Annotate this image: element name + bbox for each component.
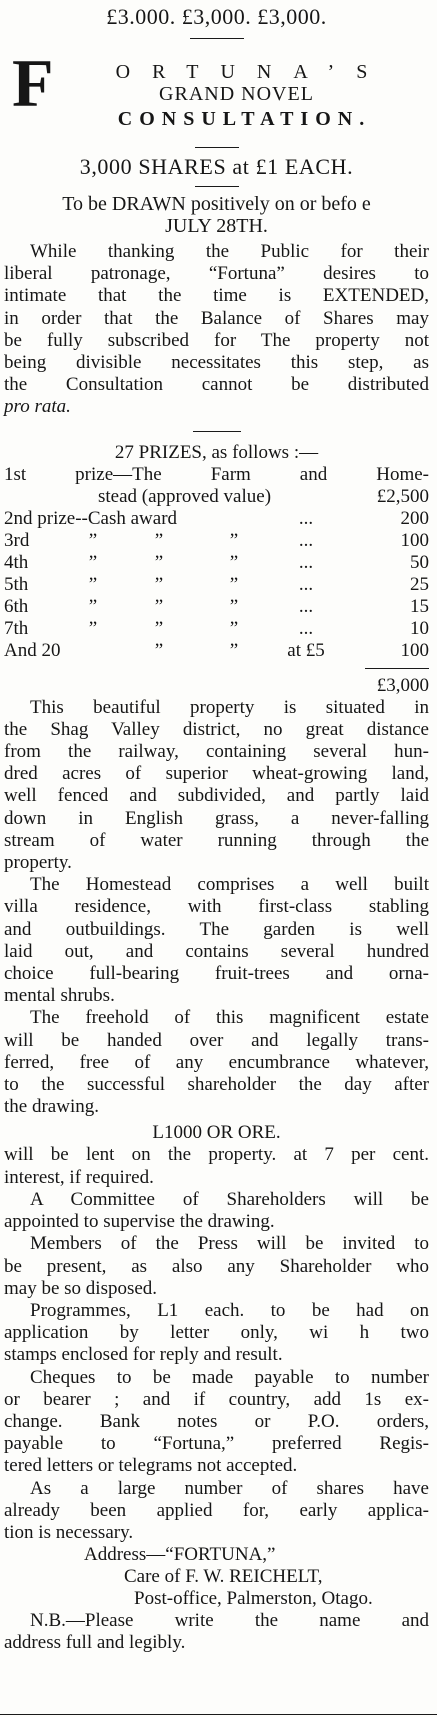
text-line: the drawing. [4,1096,99,1118]
homestead-paragraph [4,874,429,1007]
text-line: stream of water running through the [4,829,429,851]
table-row [4,574,429,596]
text-line: will be handed over and legally trans- [4,1029,429,1051]
ellipsis: ... [298,529,314,551]
text-line: As a large number of shares have [30,1477,429,1499]
prize-amount: 200 [400,507,429,529]
ditto-mark: ” [229,639,239,661]
ellipsis: ... [298,617,314,639]
prize-label: 2nd prize--Cash award [4,507,178,529]
text-line: tered letters or telegrams not accepted. [4,1455,298,1477]
table-row [4,486,429,508]
address-block [4,1544,429,1610]
press-paragraph [4,1233,429,1300]
loan-paragraph [4,1144,429,1188]
text-line: liberal patronage, “Fortuna” desires to [4,263,429,285]
loan-heading: L1000 OR ORE. [152,1122,281,1144]
text-line: intimate that the time is EXTENDED, [4,285,429,307]
large-paragraph [4,1478,429,1545]
divider [195,186,239,187]
title-fortuna: ORTUNA’S [115,61,390,83]
ditto-mark: ” [229,617,239,639]
text-line: villa residence, with first-class stabling [4,896,429,918]
total-rule [365,668,429,669]
address-line: Address—“FORTUNA,” [84,1544,276,1566]
cheques-paragraph [4,1367,429,1478]
table-row [4,640,429,662]
ditto-mark: ” [154,529,164,551]
text-line: Programmes, L1 each. to be had on [30,1299,429,1321]
text-line: laid out, and contains several hundred [4,940,429,962]
text-line: already been applied for, early applica- [4,1499,429,1521]
title-block [4,45,429,141]
text-line: change. Bank notes or P.O. orders, [4,1410,429,1432]
ditto-mark: ” [154,617,164,639]
text-line: application by letter only, wi h two [4,1322,429,1344]
text-line: payable to “Fortuna,” preferred Regis- [4,1433,429,1455]
ditto-mark: ” [88,551,98,573]
prize-label: And 20 [4,639,61,661]
prize-unit: at £5 [287,639,325,661]
prize-label: stead (approved value) [98,485,272,507]
text-line: The freehold of this magnificent estate [30,1007,429,1029]
prize-label: 6th [4,595,29,617]
prize-label: 5th [4,573,29,595]
text-line: interest, if required. [4,1166,154,1188]
ellipsis: ... [298,551,314,573]
prizes-heading: 27 PRIZES, as follows :— [114,441,319,463]
text-line: well fenced and subdivided, and partly laid [4,785,429,807]
text-line: will be lent on the property. at 7 per cent. [4,1144,429,1166]
divider [190,38,244,39]
text-line: address full and legibly. [4,1632,186,1654]
table-row [4,618,429,640]
table-row [4,508,429,530]
text-line: N.B.—Please write the name and [30,1610,429,1632]
ditto-mark: ” [154,595,164,617]
prize-label: 3rd [4,529,30,551]
ellipsis: ... [298,507,314,529]
ditto-mark: ” [154,551,164,573]
text-line: The Homestead comprises a well built [30,874,429,896]
ditto-mark: ” [229,551,239,573]
title-grand-novel: GRAND NOVEL [159,83,314,105]
ditto-mark: ” [229,595,239,617]
price-banner: £3.000. £3,000. £3,000. [106,4,327,29]
text-line: the Consultation cannot be distributed [4,374,429,396]
prize-amount: 100 [400,639,429,661]
text-line: choice full-bearing fruit-trees and orna- [4,963,429,985]
text-line: be fully subscribed for The property not [4,329,429,351]
text-line: down in English grass, a never-falling [4,807,429,829]
prize-amount: £2,500 [376,485,429,507]
text-line: Cheques to be made payable to number [30,1366,429,1388]
property-paragraph [4,697,429,875]
ellipsis: ... [298,573,314,595]
prize-amount: 15 [410,595,429,617]
ellipsis: ... [298,595,314,617]
text-line: Members of the Press will be invited to [30,1233,429,1255]
shares-line: 3,000 SHARES at £1 EACH. [79,154,354,179]
address-line: Post-office, Palmerston, Otago. [134,1588,373,1610]
table-row [4,530,429,552]
prize-label: 7th [4,617,29,639]
title-initial: F [12,45,54,121]
freehold-paragraph [4,1007,429,1118]
ditto-mark: ” [88,617,98,639]
ditto-mark: ” [88,573,98,595]
text-line: from the railway, containing several hun- [4,741,429,763]
text-line: property. [4,852,72,874]
text-line: This beautiful property is situated in [30,696,429,718]
text-line: appointed to supervise the drawing. [4,1211,275,1233]
text-line: stamps enclosed for reply and result. [4,1344,283,1366]
text-line: and outbuildings. The garden is well [4,918,429,940]
table-row [4,596,429,618]
ditto-mark: ” [154,639,164,661]
text-line: mental shrubs. [4,985,115,1007]
nb-paragraph [4,1610,429,1654]
text-line: to the successful shareholder the day after [4,1074,429,1096]
text-line: the Shag Valley district, no great distance [4,718,429,740]
ditto-mark: ” [229,573,239,595]
text-line: dred acres of superior wheat-growing land, [4,763,429,785]
text-line: be present, as also any Shareholder who [4,1255,429,1277]
text-line: may be so disposed. [4,1277,158,1299]
ditto-mark: ” [154,573,164,595]
text-line: ferred, free of any encumbrance whatever, [4,1051,429,1073]
intro-paragraph [4,241,429,419]
committee-paragraph [4,1189,429,1233]
ditto-mark: ” [88,595,98,617]
divider [193,431,241,432]
programmes-paragraph [4,1300,429,1367]
drawn-date: JULY 28TH. [165,215,268,237]
table-row [4,464,429,486]
text-line: pro rata. [4,396,71,418]
text-line: tion is necessary. [4,1521,134,1543]
table-row [4,552,429,574]
ditto-mark: ” [88,529,98,551]
divider [195,147,239,148]
drawn-line: To be DRAWN positively on or befo e [62,193,371,215]
prize-amount: 100 [400,529,429,551]
title-consultation: CONSULTATION. [117,108,372,130]
prize-amount: 50 [410,551,429,573]
prize-label: 1st prize—The Farm and Home- [4,463,429,485]
prize-table [4,464,429,662]
text-line: A Committee of Shareholders will be [30,1188,429,1210]
text-line: While thanking the Public for their [30,241,429,262]
address-line: Care of F. W. REICHELT, [124,1566,323,1588]
bottom-rule [0,1714,437,1715]
text-line: being divisible necessitates this step, as [4,352,429,374]
prize-amount: 25 [410,573,429,595]
prizes-total: £3,000 [376,674,429,696]
text-line: or bearer ; and if country, add 1s ex- [4,1388,429,1410]
text-line: in order that the Balance of Shares may [4,307,429,329]
ditto-mark: ” [229,529,239,551]
prize-label: 4th [4,551,29,573]
prize-amount: 10 [410,617,429,639]
